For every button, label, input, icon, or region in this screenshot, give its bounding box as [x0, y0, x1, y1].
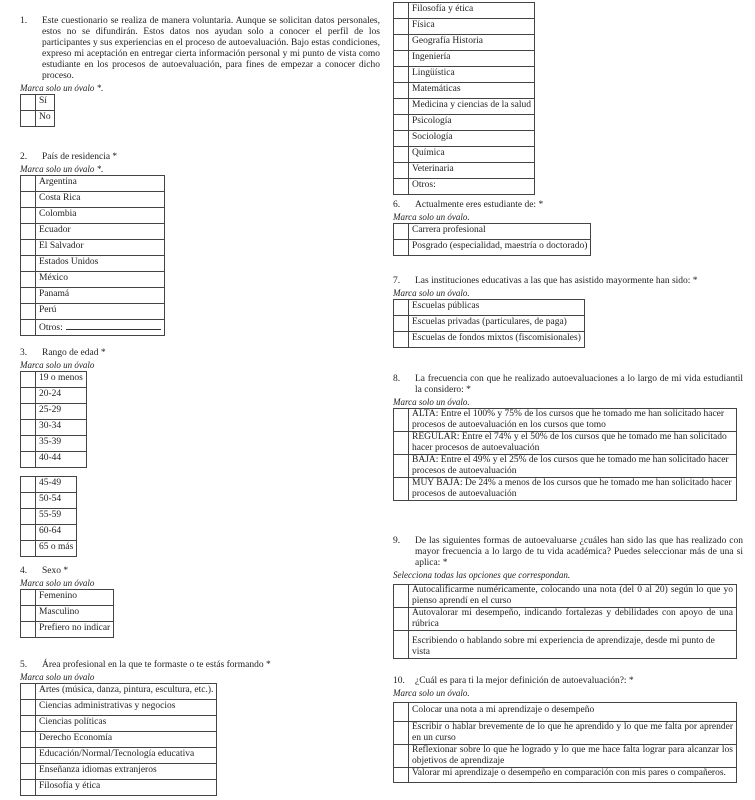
- option-checkbox[interactable]: [394, 455, 409, 478]
- option-checkbox[interactable]: [21, 256, 36, 272]
- option-row: [394, 240, 591, 256]
- option-checkbox[interactable]: [21, 320, 36, 336]
- option-row: [394, 35, 535, 51]
- options-list: [393, 702, 737, 783]
- option-label: 65 o más: [36, 541, 77, 557]
- option-row: [394, 147, 535, 163]
- option-label: Filosofía y ética: [409, 3, 535, 19]
- option-row: [21, 525, 77, 541]
- option-row: [394, 115, 535, 131]
- option-checkbox[interactable]: [394, 3, 409, 19]
- question-5-continued: [393, 2, 743, 195]
- option-label: 20-24: [36, 388, 87, 404]
- options-list: [20, 175, 165, 336]
- options-list: [20, 589, 114, 638]
- option-checkbox[interactable]: [21, 420, 36, 436]
- question-3: [20, 348, 380, 557]
- option-label: Geografía Historia: [409, 35, 535, 51]
- option-label: Prefiero no indicar: [36, 622, 114, 638]
- option-label: Ciencias administrativas y negocios: [36, 700, 217, 716]
- question-1: [20, 16, 380, 127]
- option-checkbox[interactable]: [394, 99, 409, 115]
- options-list: [393, 2, 535, 195]
- option-label: Filosofía y ética: [36, 780, 217, 796]
- option-row: [21, 111, 55, 127]
- option-label: Estados Unidos: [36, 256, 165, 272]
- option-label: Otros:: [409, 179, 535, 195]
- option-row: [394, 455, 737, 478]
- option-row: [21, 509, 77, 525]
- option-label: Química: [409, 147, 535, 163]
- option-row: [21, 764, 217, 780]
- option-label: Matemáticas: [409, 83, 535, 99]
- option-checkbox[interactable]: [21, 606, 36, 622]
- question-6: [393, 200, 743, 256]
- option-checkbox[interactable]: [394, 722, 409, 745]
- option-checkbox[interactable]: [21, 590, 36, 606]
- question-number: 4.: [20, 566, 28, 576]
- options-list: [20, 371, 87, 468]
- option-label: Escribiendo o hablando sobre mi experiencia de aprendizaje, desde mi punto de vista: [409, 631, 737, 659]
- option-label: Carrera profesional: [409, 224, 591, 240]
- question-number: 8.: [393, 374, 401, 384]
- option-row: [394, 409, 737, 432]
- question-10: [393, 676, 743, 783]
- option-label: 45-49: [36, 477, 77, 493]
- option-label: Colombia: [36, 208, 165, 224]
- option-checkbox[interactable]: [394, 35, 409, 51]
- option-checkbox[interactable]: [394, 745, 409, 768]
- option-row: [394, 224, 591, 240]
- options-list: [393, 223, 591, 256]
- option-label: Ecuador: [36, 224, 165, 240]
- question-instruction: Marca solo un óvalo.: [393, 212, 470, 222]
- option-label: 35-39: [36, 436, 87, 452]
- option-label: Colocar una nota a mi aprendizaje o desempeño: [409, 703, 737, 722]
- option-checkbox[interactable]: [394, 240, 409, 256]
- option-checkbox[interactable]: [21, 388, 36, 404]
- question-5: [20, 660, 380, 796]
- option-row: [394, 300, 585, 316]
- option-label: Veterinaria: [409, 163, 535, 179]
- question-4: [20, 566, 380, 638]
- option-row: [21, 404, 87, 420]
- option-checkbox[interactable]: [21, 477, 36, 493]
- question-text: De las siguientes formas de autoevaluarse ¿cuáles han sido las que has realizado con mayor frecuencia a lo largo de tu vida académica? Puedes seleccionar más de una si aplica: *: [415, 536, 743, 568]
- question-2: [20, 152, 380, 336]
- option-checkbox[interactable]: [394, 478, 409, 501]
- option-row: [21, 716, 217, 732]
- option-row: [394, 703, 737, 722]
- option-checkbox[interactable]: [394, 163, 409, 179]
- option-checkbox[interactable]: [21, 493, 36, 509]
- option-checkbox[interactable]: [21, 372, 36, 388]
- option-checkbox[interactable]: [21, 224, 36, 240]
- question-instruction: Marca solo un óvalo.: [393, 688, 470, 698]
- option-checkbox[interactable]: [394, 83, 409, 99]
- option-label: 30-34: [36, 420, 87, 436]
- option-row: [394, 722, 737, 745]
- option-checkbox[interactable]: [21, 304, 36, 320]
- options-list: [20, 476, 77, 557]
- option-row: [394, 51, 535, 67]
- option-label: 25-29: [36, 404, 87, 420]
- option-checkbox[interactable]: [21, 525, 36, 541]
- option-checkbox[interactable]: [394, 51, 409, 67]
- option-checkbox[interactable]: [21, 700, 36, 716]
- options-list: [393, 299, 585, 348]
- question-number: 1.: [20, 16, 28, 26]
- question-text: La frecuencia con que he realizado autoevaluaciones a lo largo de mi vida estudiantil la considero: *: [415, 374, 743, 395]
- option-checkbox[interactable]: [21, 288, 36, 304]
- option-row: [21, 240, 165, 256]
- option-label: Panamá: [36, 288, 165, 304]
- option-label: 40-44: [36, 452, 87, 468]
- option-checkbox[interactable]: [394, 179, 409, 195]
- option-row: [21, 288, 165, 304]
- option-checkbox[interactable]: [394, 224, 409, 240]
- option-row: [394, 83, 535, 99]
- option-row: [394, 745, 737, 768]
- options-list: [20, 683, 217, 796]
- options-list: [20, 94, 55, 127]
- option-checkbox[interactable]: [394, 432, 409, 455]
- option-label: Física: [409, 19, 535, 35]
- option-checkbox[interactable]: [21, 509, 36, 525]
- question-text: País de residencia *: [42, 152, 118, 162]
- option-label: Costa Rica: [36, 192, 165, 208]
- option-label: México: [36, 272, 165, 288]
- option-label: Enseñanza idiomas extranjeros: [36, 764, 217, 780]
- question-text: Las instituciones educativas a las que has asistido mayormente han sido: *: [415, 276, 698, 286]
- option-row: [394, 19, 535, 35]
- option-checkbox[interactable]: [394, 409, 409, 432]
- option-row: [21, 684, 217, 700]
- option-row: [21, 208, 165, 224]
- option-checkbox[interactable]: [21, 622, 36, 638]
- question-7: [393, 276, 743, 348]
- option-checkbox[interactable]: [21, 748, 36, 764]
- option-label: Escuelas privadas (particulares, de paga): [409, 316, 585, 332]
- option-checkbox[interactable]: [21, 541, 36, 557]
- option-checkbox[interactable]: [394, 131, 409, 147]
- option-label: Escuelas de fondos mixtos (fiscomisionales): [409, 332, 585, 348]
- option-checkbox[interactable]: [21, 272, 36, 288]
- option-label: 50-54: [36, 493, 77, 509]
- question-text: Rango de edad *: [42, 348, 106, 358]
- option-row: [21, 606, 114, 622]
- question-instruction: Marca solo un óvalo.: [393, 397, 470, 407]
- option-label: REGULAR: Entre el 74% y el 50% de los cursos que he tomado me han solicitado hacer procesos de autoevaluación: [409, 432, 737, 455]
- question-instruction: Marca solo un óvalo *.: [20, 83, 104, 93]
- option-row: [21, 272, 165, 288]
- question-instruction: Marca solo un óvalo *.: [20, 164, 104, 174]
- question-number: 5.: [20, 660, 28, 670]
- other-text-field[interactable]: [66, 321, 161, 330]
- option-row: [21, 436, 87, 452]
- option-checkbox[interactable]: [394, 147, 409, 163]
- question-text: Sexo *: [42, 566, 69, 576]
- option-label: Artes (música, danza, pintura, escultura, etc.).: [36, 684, 217, 700]
- option-row: [394, 432, 737, 455]
- option-label: Autovalorar mi desempeño, indicando fortalezas y debilidades con apoyo de una rúbrica: [409, 608, 737, 631]
- question-number: 10.: [393, 676, 405, 686]
- option-label: Ingeniería: [409, 51, 535, 67]
- question-text: Este cuestionario se realiza de manera voluntaria. Aunque se solicitan datos personales, estos no se difundirán. Estos datos nos ayudan solo a conocer el perfil de los participantes y sus experiencias en el proceso de autoevaluación. Bajo estas condiciones, expreso mi aceptación en entregar cierta información personal y mi punto de vista como estudiante en los procesos de autoevaluación, para fines de empezar a conocer dicho proceso.: [42, 16, 380, 81]
- question-text: ¿Cuál es para ti la mejor definición de autoevaluación?: *: [415, 676, 634, 686]
- option-checkbox[interactable]: [21, 732, 36, 748]
- option-row: [21, 493, 77, 509]
- option-row: [394, 3, 535, 19]
- option-label: Posgrado (especialidad, maestría o doctorado): [409, 240, 591, 256]
- option-label: Medicina y ciencias de la salud: [409, 99, 535, 115]
- option-label: Educación/Normal/Tecnología educativa: [36, 748, 217, 764]
- option-label: MUY BAJA: De 24% a menos de los cursos que he tomado me han solicitado hacer procesos de autoevaluación: [409, 478, 737, 501]
- question-number: 7.: [393, 276, 401, 286]
- option-label: Masculino: [36, 606, 114, 622]
- option-label: Argentina: [36, 176, 165, 192]
- option-checkbox[interactable]: [394, 332, 409, 348]
- option-label: No: [36, 111, 55, 127]
- option-row: [394, 179, 535, 195]
- option-label: 55-59: [36, 509, 77, 525]
- option-label: Reflexionar sobre lo que he logrado y lo que me hace falta lograr para alcanzar los objetivos de aprendizaje: [409, 745, 737, 768]
- option-checkbox[interactable]: [21, 684, 36, 700]
- option-row: [21, 622, 114, 638]
- option-row: [394, 585, 737, 608]
- option-checkbox[interactable]: [394, 631, 409, 659]
- option-label: Psicología: [409, 115, 535, 131]
- question-8: [393, 374, 743, 501]
- option-row: [21, 256, 165, 272]
- options-list: [393, 584, 737, 659]
- option-row: [21, 477, 77, 493]
- option-checkbox[interactable]: [394, 115, 409, 131]
- option-checkbox[interactable]: [394, 768, 409, 783]
- option-checkbox[interactable]: [21, 192, 36, 208]
- question-number: 9.: [393, 536, 401, 546]
- option-row: [394, 316, 585, 332]
- question-instruction: Marca solo un óvalo: [20, 672, 95, 682]
- option-checkbox[interactable]: [21, 716, 36, 732]
- option-checkbox[interactable]: [394, 608, 409, 631]
- question-number: 2.: [20, 152, 28, 162]
- option-checkbox[interactable]: [21, 404, 36, 420]
- option-row: [21, 95, 55, 111]
- question-number: 6.: [393, 200, 401, 210]
- option-row: [21, 700, 217, 716]
- option-label: Ciencias políticas: [36, 716, 217, 732]
- option-row-other: [21, 320, 165, 336]
- option-row: [21, 192, 165, 208]
- option-checkbox[interactable]: [394, 19, 409, 35]
- question-instruction: Marca solo un óvalo: [20, 360, 95, 370]
- question-9: [393, 536, 743, 659]
- option-checkbox[interactable]: [21, 176, 36, 192]
- option-row: [21, 176, 165, 192]
- option-row: [21, 748, 217, 764]
- option-checkbox[interactable]: [21, 240, 36, 256]
- question-instruction: Marca solo un óvalo.: [393, 288, 470, 298]
- question-instruction: Selecciona todas las opciones que correspondan.: [393, 570, 571, 580]
- option-checkbox[interactable]: [21, 436, 36, 452]
- option-row: [394, 631, 737, 659]
- option-label: Derecho Economía: [36, 732, 217, 748]
- option-label: El Salvador: [36, 240, 165, 256]
- other-label: Otros:: [39, 323, 63, 333]
- option-checkbox[interactable]: [21, 764, 36, 780]
- option-row: [394, 99, 535, 115]
- option-row: [21, 780, 217, 796]
- option-label: Escribir o hablar brevemente de lo que he aprendido y lo que me falta por aprender en un curso: [409, 722, 737, 745]
- option-label: 19 o menos: [36, 372, 87, 388]
- option-label: ALTA: Entre el 100% y 75% de los cursos que he tomado me han solicitado hacer procesos de autoevaluación en los cursos que tomo: [409, 409, 737, 432]
- option-checkbox[interactable]: [21, 95, 36, 111]
- option-row: [21, 452, 87, 468]
- question-text: Actualmente eres estudiante de: *: [415, 200, 544, 210]
- option-checkbox[interactable]: [21, 452, 36, 468]
- option-label: Femenino: [36, 590, 114, 606]
- option-label: 60-64: [36, 525, 77, 541]
- option-row: [394, 332, 585, 348]
- option-row: [21, 590, 114, 606]
- option-row: [394, 163, 535, 179]
- option-label: Sí: [36, 95, 55, 111]
- option-checkbox[interactable]: [394, 585, 409, 608]
- option-checkbox[interactable]: [394, 316, 409, 332]
- option-row: [21, 541, 77, 557]
- options-list: [393, 408, 737, 501]
- option-checkbox[interactable]: [21, 111, 36, 127]
- option-row: [21, 388, 87, 404]
- option-row: [21, 304, 165, 320]
- option-label: Autocalificarme numéricamente, colocando una nota (del 0 al 20) según lo que yo pienso aprendí en el curso: [409, 585, 737, 608]
- option-row: [394, 131, 535, 147]
- option-row: [394, 768, 737, 783]
- option-row: [21, 224, 165, 240]
- question-instruction: Marca solo un óvalo: [20, 578, 95, 588]
- option-label: Perú: [36, 304, 165, 320]
- option-label: BAJA: Entre el 49% y el 25% de los cursos que he tomado me han solicitado hacer procesos de autoevaluación: [409, 455, 737, 478]
- option-checkbox[interactable]: [21, 780, 36, 796]
- question-text: Área profesional en la que te formaste o te estás formando *: [42, 660, 271, 670]
- option-checkbox[interactable]: [394, 703, 409, 722]
- option-row: [394, 67, 535, 83]
- option-label: Escuelas públicas: [409, 300, 585, 316]
- option-row: [394, 608, 737, 631]
- option-row: [21, 732, 217, 748]
- option-checkbox[interactable]: [394, 67, 409, 83]
- option-checkbox[interactable]: [21, 208, 36, 224]
- option-label: Valorar mi aprendizaje o desempeño en comparación con mis pares o compañeros.: [409, 768, 737, 783]
- option-checkbox[interactable]: [394, 300, 409, 316]
- option-label: Lingüística: [409, 67, 535, 83]
- option-row: [394, 478, 737, 501]
- option-row: [21, 420, 87, 436]
- option-label: Sociología: [409, 131, 535, 147]
- question-number: 3.: [20, 348, 28, 358]
- option-row: [21, 372, 87, 388]
